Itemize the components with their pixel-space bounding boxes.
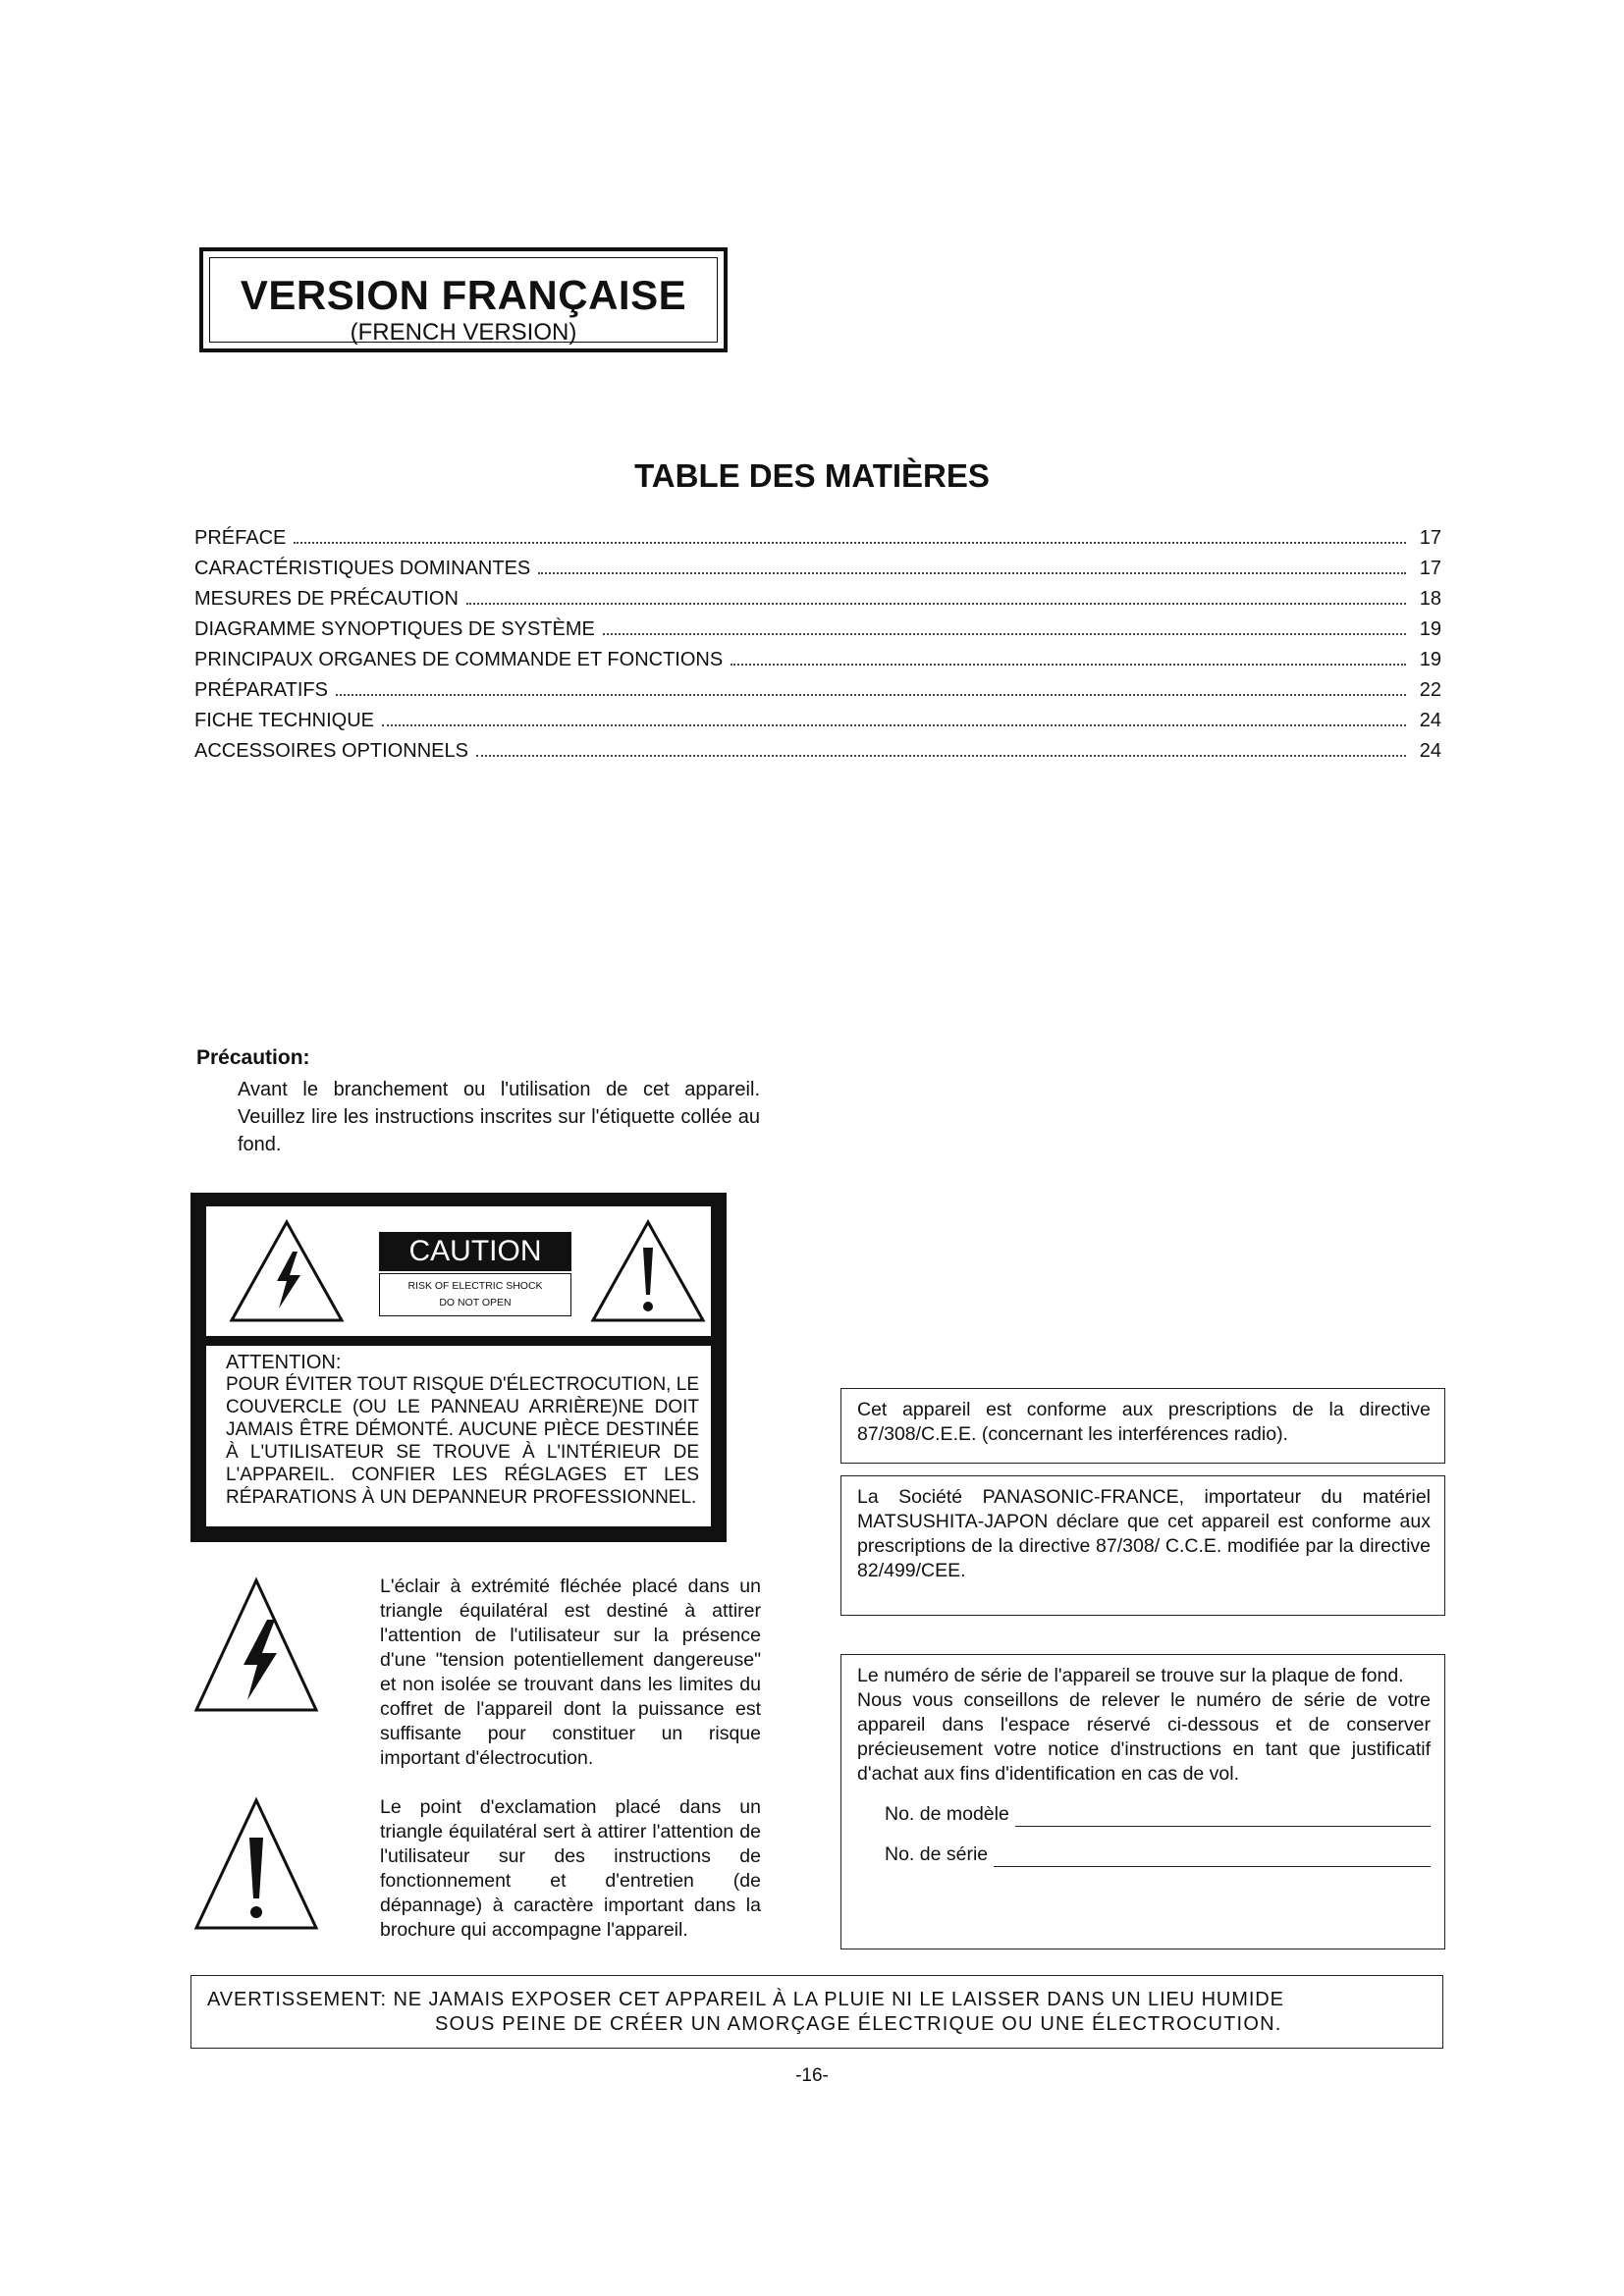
risk-line-1: RISK OF ELECTRIC SHOCK: [407, 1280, 543, 1292]
toc-entry-page: 22: [1419, 679, 1441, 701]
serial-info-text-2: Nous vous conseillons de relever le numéro de série de votre appareil dans l'espace réservé ci-dessous et de conserver précieusement votre notice d'instructions en tant que justificatif d'achat aux fins d'identification en cas de vol.: [857, 1689, 1431, 1785]
lightning-triangle-icon: [192, 1576, 320, 1714]
toc-entry-page: 24: [1419, 710, 1441, 731]
model-number-row: [857, 1802, 1431, 1827]
attention-text: POUR ÉVITER TOUT RISQUE D'ÉLECTROCUTION, LE COUVERCLE (OU LE PANNEAU ARRIÈRE)NE DOIT JAMAIS ÊTRE DÉMONTÉ. AUCUNE PIÈCE DESTINÉE À L'UTILISATEUR SE TROUVE À L'INTÉRIEUR DE L'APPAREIL. CONFIER LES RÉGLAGES ET LES RÉPARATIONS À UN DEPANNEUR PROFESSIONNEL.: [226, 1374, 699, 1508]
importer-box: [840, 1475, 1445, 1616]
version-subtitle: (FRENCH VERSION): [350, 319, 577, 346]
toc-entry-page: 17: [1419, 527, 1441, 549]
toc-leader-dots: [382, 724, 1406, 726]
toc-entry[interactable]: [194, 618, 1441, 649]
version-title: VERSION FRANÇAISE: [240, 272, 687, 318]
version-header-box: [199, 247, 728, 352]
exclamation-warning-icon: [589, 1218, 707, 1324]
lightning-description: L'éclair à extrémité fléchée placé dans un triangle équilatéral est destiné à attirer l'attention de l'utilisateur sur la présence d'une "tension potentiellement dangereuse" et non isolée se trouvant dans les limites du coffret de l'appareil dont la puissance est suffisante pour constituer un risque important d'électrocution.: [380, 1575, 761, 1769]
caution-label-top: [206, 1206, 711, 1336]
exclamation-triangle-icon: [192, 1796, 320, 1932]
version-header-inner: [209, 257, 718, 346]
toc-entry-label: FICHE TECHNIQUE: [194, 710, 374, 731]
model-number-field[interactable]: [1015, 1806, 1431, 1827]
table-of-contents: [194, 527, 1441, 771]
toc-entry[interactable]: [194, 710, 1441, 740]
serial-number-row: [857, 1842, 1431, 1867]
serial-number-label: No. de série: [885, 1843, 989, 1865]
toc-entry[interactable]: [194, 679, 1441, 710]
toc-entry-label: CARACTÉRISTIQUES DOMINANTES: [194, 558, 531, 579]
toc-entry[interactable]: [194, 588, 1441, 618]
toc-entry[interactable]: [194, 649, 1441, 679]
toc-entry[interactable]: [194, 527, 1441, 558]
precaution-text: Avant le branchement ou l'utilisation de cet appareil. Veuillez lire les instructions inscrites sur l'étiquette collée au fond.: [238, 1079, 760, 1155]
warning-line-1: AVERTISSEMENT: NE JAMAIS EXPOSER CET APPAREIL À LA PLUIE NI LE LAISSER DANS UN LIEU HUMIDE: [207, 1989, 1284, 2010]
precaution-title: Précaution:: [196, 1046, 310, 1069]
toc-leader-dots: [466, 603, 1406, 605]
attention-label: ATTENTION:: [226, 1352, 342, 1373]
serial-info-text-1: Le numéro de série de l'appareil se trouve sur la plaque de fond.: [857, 1665, 1404, 1686]
model-number-label: No. de modèle: [885, 1803, 1009, 1825]
toc-entry-label: PRÉFACE: [194, 527, 287, 549]
caution-label-bottom: [206, 1346, 711, 1526]
warning-line-2: SOUS PEINE DE CRÉER UN AMORÇAGE ÉLECTRIQUE OU UNE ÉLECTROCUTION.: [435, 2013, 1282, 2035]
serial-number-box: [840, 1654, 1445, 1949]
toc-leader-dots: [336, 694, 1406, 696]
toc-leader-dots: [603, 633, 1406, 635]
page-number: -16-: [795, 2065, 829, 2086]
toc-leader-dots: [538, 572, 1406, 574]
toc-entry-label: PRINCIPAUX ORGANES DE COMMANDE ET FONCTIONS: [194, 649, 724, 670]
caution-risk-text: [379, 1273, 571, 1316]
toc-entry-page: 19: [1419, 618, 1441, 640]
caution-label: [190, 1193, 727, 1542]
toc-entry-label: ACCESSOIRES OPTIONNELS: [194, 740, 468, 762]
toc-leader-dots: [294, 542, 1406, 544]
toc-entry-page: 17: [1419, 558, 1441, 579]
conformity-text: Cet appareil est conforme aux prescriptions de la directive 87/308/C.E.E. (concernant les interférences radio).: [857, 1399, 1431, 1445]
caution-word: CAUTION: [379, 1232, 571, 1271]
importer-text: La Société PANASONIC-FRANCE, importateur du matériel MATSUSHITA-JAPON déclare que cet appareil est conforme aux prescriptions de la directive 87/308/ C.C.E. modifiée par la directive 82/499/CEE.: [857, 1486, 1431, 1581]
toc-entry-page: 24: [1419, 740, 1441, 762]
toc-entry-label: DIAGRAMME SYNOPTIQUES DE SYSTÈME: [194, 618, 595, 640]
toc-leader-dots: [731, 664, 1406, 666]
exclamation-description: Le point d'exclamation placé dans un triangle équilatéral sert à attirer l'attention de l'utilisateur sur des instructions de fonctionnement et d'entretien (de dépannage) à caractère important dans la brochure qui accompagne l'appareil.: [380, 1796, 761, 1941]
warning-box: [190, 1975, 1443, 2049]
conformity-box: [840, 1388, 1445, 1464]
toc-entry-page: 19: [1419, 649, 1441, 670]
toc-entry-page: 18: [1419, 588, 1441, 610]
toc-entry-label: MESURES DE PRÉCAUTION: [194, 588, 459, 610]
risk-line-2: DO NOT OPEN: [439, 1297, 512, 1308]
toc-entry-label: PRÉPARATIFS: [194, 679, 328, 701]
serial-number-field[interactable]: [994, 1846, 1431, 1867]
toc-entry[interactable]: [194, 558, 1441, 588]
toc-entry[interactable]: [194, 740, 1441, 771]
lightning-warning-icon: [228, 1218, 346, 1324]
toc-title: TABLE DES MATIÈRES: [634, 457, 990, 494]
toc-leader-dots: [476, 755, 1406, 757]
